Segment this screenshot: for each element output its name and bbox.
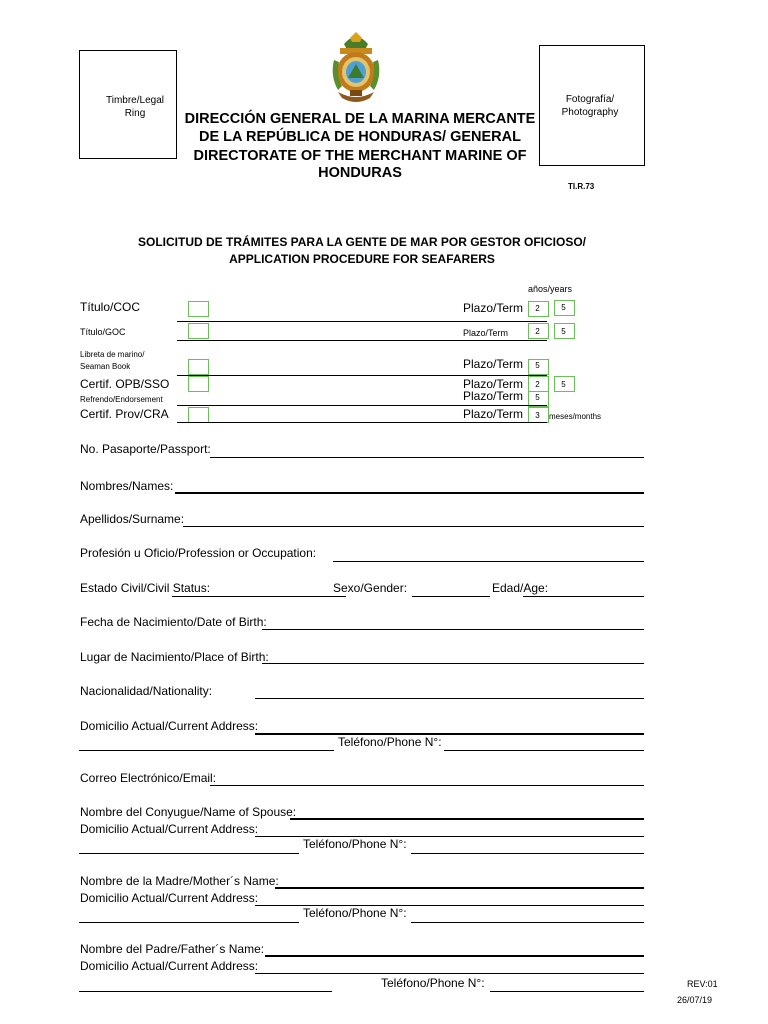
term-value-coc-1: 2 xyxy=(535,304,540,313)
doc-checkbox-coc[interactable] xyxy=(188,301,209,317)
photo-label: Fotografía/ Photography xyxy=(561,94,619,118)
revision-date: 26/07/19 xyxy=(677,995,713,1005)
current-address-line-2[interactable] xyxy=(79,750,334,751)
mother-address-label: Domicilio Actual/Current Address: xyxy=(80,891,259,905)
row-divider-3 xyxy=(177,375,547,376)
doc-label-seaman-book-1: Libreta de marino/ xyxy=(80,350,145,359)
email-label: Correo Electrónico/Email: xyxy=(80,771,217,785)
mother-name-label: Nombre de la Madre/Mother´s Name: xyxy=(80,874,279,888)
father-address-input-line[interactable] xyxy=(255,973,644,974)
age-label: Edad/Age: xyxy=(492,581,549,595)
age-input-line[interactable] xyxy=(523,596,644,597)
nationality-input-line[interactable] xyxy=(255,698,644,699)
current-address-input-line[interactable] xyxy=(255,733,644,735)
mother-phone-label: Teléfono/Phone N°: xyxy=(303,906,407,920)
term-label-opb: Plazo/Term xyxy=(463,377,524,391)
birth-date-input-line[interactable] xyxy=(262,629,644,630)
mother-address-line-2[interactable] xyxy=(79,922,299,923)
coat-of-arms-emblem xyxy=(330,30,382,106)
civil-status-label: Estado Civil/Civil Status: xyxy=(80,581,211,595)
term-value-coc-2: 5 xyxy=(561,303,566,312)
term-value-seaman-book: 5 xyxy=(535,361,540,370)
doc-label-cra: Certif. Prov/CRA xyxy=(80,407,169,421)
phone-input-line[interactable] xyxy=(444,750,644,751)
doc-checkbox-opb[interactable] xyxy=(188,376,209,392)
spouse-name-label: Nombre del Conyugue/Name of Spouse: xyxy=(80,805,297,819)
mother-name-input-line[interactable] xyxy=(275,887,644,889)
civil-status-input-line[interactable] xyxy=(172,596,346,597)
doc-label-endorsement: Refrendo/Endorsement xyxy=(80,395,163,404)
spouse-address-line-2[interactable] xyxy=(79,853,299,854)
spouse-phone-input-line[interactable] xyxy=(411,853,644,854)
form-code: TI.R.73 xyxy=(568,182,595,191)
term-value-endorsement: 5 xyxy=(535,393,540,402)
nationality-label: Nacionalidad/Nationality: xyxy=(80,684,213,698)
term-label-seaman-book: Plazo/Term xyxy=(463,357,524,371)
father-address-line-2[interactable] xyxy=(79,991,332,992)
passport-label: No. Pasaporte/Passport: xyxy=(80,442,211,456)
term-label-coc: Plazo/Term xyxy=(463,301,524,315)
months-label: meses/months xyxy=(549,412,602,421)
title-line-4: HONDURAS xyxy=(318,165,402,181)
father-name-input-line[interactable] xyxy=(265,955,644,957)
legal-stamp-label: Timbre/Legal Ring xyxy=(106,95,164,119)
gender-input-line[interactable] xyxy=(412,596,490,597)
doc-label-opb: Certif. OPB/SSO xyxy=(80,377,170,391)
term-label-cra: Plazo/Term xyxy=(463,407,524,421)
row-divider-4 xyxy=(177,405,547,406)
term-value-goc-1: 2 xyxy=(535,327,540,336)
father-phone-input-line[interactable] xyxy=(490,991,644,992)
gender-label: Sexo/Gender: xyxy=(333,581,408,595)
birth-place-input-line[interactable] xyxy=(262,663,644,664)
term-value-cra: 3 xyxy=(535,411,540,420)
doc-checkbox-cra[interactable] xyxy=(188,407,209,423)
passport-input-line[interactable] xyxy=(210,457,644,458)
subtitle-line-2: APPLICATION PROCEDURE FOR SEAFARERS xyxy=(229,252,495,266)
spouse-name-input-line[interactable] xyxy=(290,818,644,820)
row-divider-2 xyxy=(177,340,547,341)
term-label-goc: Plazo/Term xyxy=(463,328,509,338)
term-value-opb-1: 2 xyxy=(535,380,540,389)
title-line-1: DIRECCIÓN GENERAL DE LA MARINA MERCANTE xyxy=(184,111,536,127)
title-line-3: DIRECTORATE OF THE MERCHANT MARINE OF xyxy=(193,148,527,164)
phone-label: Teléfono/Phone N°: xyxy=(338,735,442,749)
email-input-line[interactable] xyxy=(210,785,644,786)
names-label: Nombres/Names: xyxy=(80,479,174,493)
revision-label: REV:01 xyxy=(687,979,718,989)
spouse-address-label: Domicilio Actual/Current Address: xyxy=(80,822,259,836)
birth-place-label: Lugar de Nacimiento/Place of Birth: xyxy=(80,650,269,664)
profession-label: Profesión u Oficio/Profession or Occupation: xyxy=(80,546,317,560)
doc-label-goc: Título/GOC xyxy=(80,327,126,337)
spouse-phone-label: Teléfono/Phone N°: xyxy=(303,837,407,851)
mother-phone-input-line[interactable] xyxy=(411,922,644,923)
doc-checkbox-seaman-book[interactable] xyxy=(188,359,209,375)
doc-checkbox-goc[interactable] xyxy=(188,323,209,339)
subtitle-line-1: SOLICITUD DE TRÁMITES PARA LA GENTE DE MAR POR GESTOR OFICIOSO/ xyxy=(137,235,587,249)
row-divider-1 xyxy=(177,321,547,322)
years-label: años/years xyxy=(528,284,573,294)
names-input-line[interactable] xyxy=(175,492,644,494)
term-value-opb-2: 5 xyxy=(561,380,566,389)
row-divider-5 xyxy=(177,422,547,423)
birth-date-label: Fecha de Nacimiento/Date of Birth: xyxy=(80,615,267,629)
term-label-endorsement: Plazo/Term xyxy=(463,389,524,403)
surname-label: Apellidos/Surname: xyxy=(80,512,185,526)
father-name-label: Nombre del Padre/Father´s Name: xyxy=(80,942,265,956)
term-value-goc-2: 5 xyxy=(561,327,566,336)
surname-input-line[interactable] xyxy=(183,526,644,527)
profession-input-line[interactable] xyxy=(333,561,644,562)
doc-label-seaman-book-2: Seaman Book xyxy=(80,362,131,371)
father-address-label: Domicilio Actual/Current Address: xyxy=(80,959,259,973)
doc-label-coc: Título/COC xyxy=(80,300,141,314)
current-address-label: Domicilio Actual/Current Address: xyxy=(80,719,259,733)
title-line-2: DE LA REPÚBLICA DE HONDURAS/ GENERAL xyxy=(199,129,521,145)
father-phone-label: Teléfono/Phone N°: xyxy=(381,976,485,990)
